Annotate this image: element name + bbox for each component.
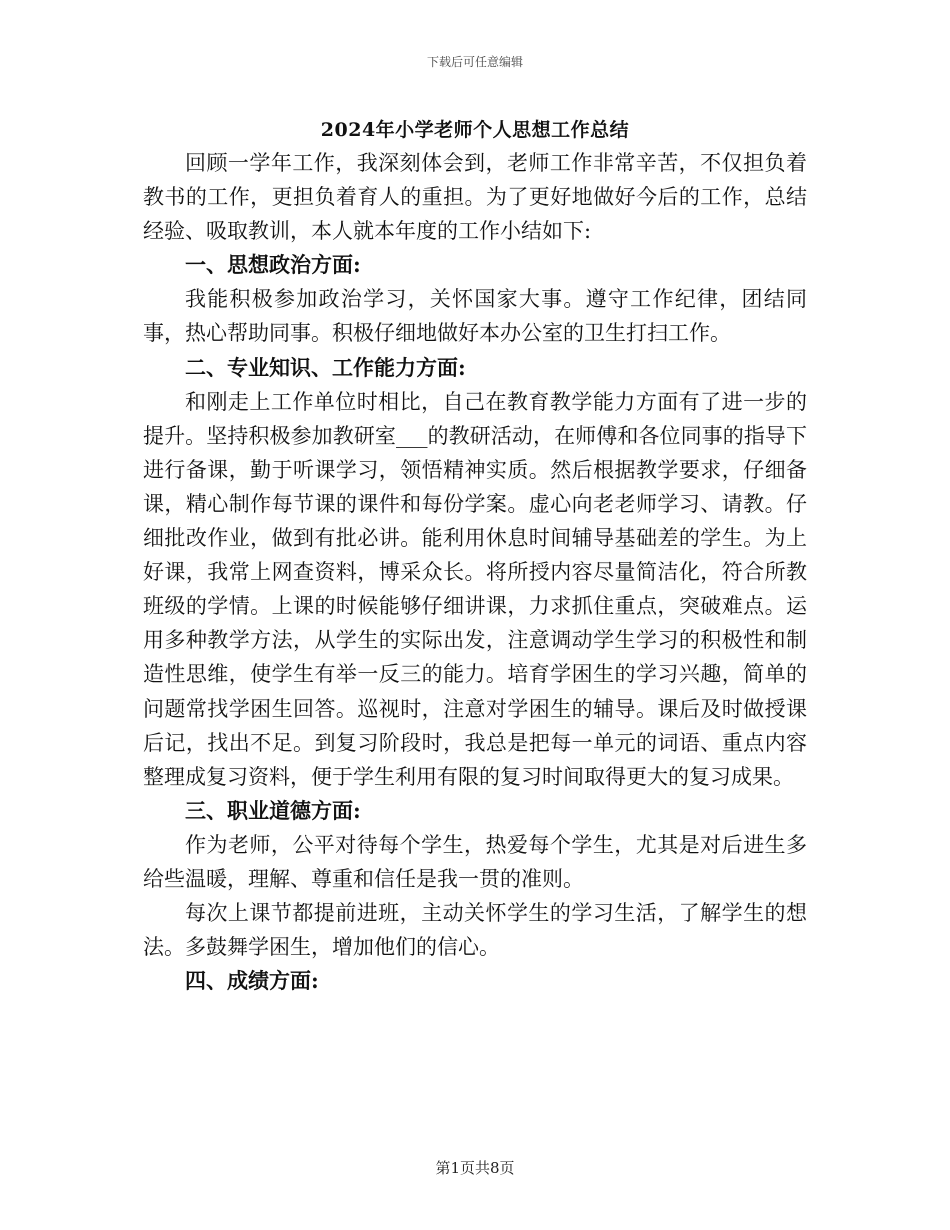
document-title: 2024年小学老师个人思想工作总结: [320, 119, 630, 141]
section-heading-3: 三、职业道德方面:: [185, 797, 361, 823]
section-heading-4: 四、成绩方面:: [185, 968, 319, 994]
section-1-paragraph-1: 我能积极参加政治学习，关怀国家大事。遵守工作纪律，团结同事，热心帮助同事。积极仔细地做好本办公室的卫生打扫工作。: [143, 287, 807, 346]
document-body: [143, 146, 807, 998]
page-header-note: 下载后可任意编辑: [426, 55, 523, 69]
section-2-paragraph-1: 和刚走上工作单位时相比，自己在教育教学能力方面有了进一步的提升。坚持积极参加教研室___的教研活动，在师傅和各位同事的指导下进行备课，勤于听课学习，领悟精神实质。然后根据教学要求，仔细备课，精心制作每节课的课件和每份学案。虚心向老老师学习、请教。仔细批改作业，做到有批必讲。能利用休息时间辅导基础差的学生。为上好课，我常上网查资料，博采众长。将所授内容尽量简洁化，符合所教班级的学情。上课的时候能够仔细讲课，力求抓住重点，突破难点。运用多种教学方法，从学生的实际出发，注意调动学生学习的积极性和制造性思维，使学生有举一反三的能力。培育学困生的学习兴趣，简单的问题常找学困生回答。巡视时，注意对学困生的辅导。课后及时做授课后记，找出不足。到复习阶段时，我总是把每一单元的词语、重点内容整理成复习资料，便于学生利用有限的复习时间取得更大的复习成果。: [143, 389, 807, 789]
section-heading-2: 二、专业知识、工作能力方面:: [185, 354, 466, 380]
section-3-paragraph-1: 作为老师，公平对待每个学生，热爱每个学生，尤其是对后进生多给些温暖，理解、尊重和信任是我一贯的准则。: [143, 832, 807, 891]
section-3-paragraph-2: 每次上课节都提前进班，主动关怀学生的学习生活，了解学生的想法。多鼓舞学困生，增加他们的信心。: [143, 901, 807, 960]
page-number-footer: 第1页共8页: [435, 1159, 515, 1177]
section-heading-1: 一、思想政治方面:: [185, 252, 361, 278]
intro-paragraph: 回顾一学年工作，我深刻体会到，老师工作非常辛苦，不仅担负着教书的工作，更担负着育人的重担。为了更好地做好今后的工作，总结经验、吸取教训，本人就本年度的工作小结如下:: [143, 151, 807, 244]
